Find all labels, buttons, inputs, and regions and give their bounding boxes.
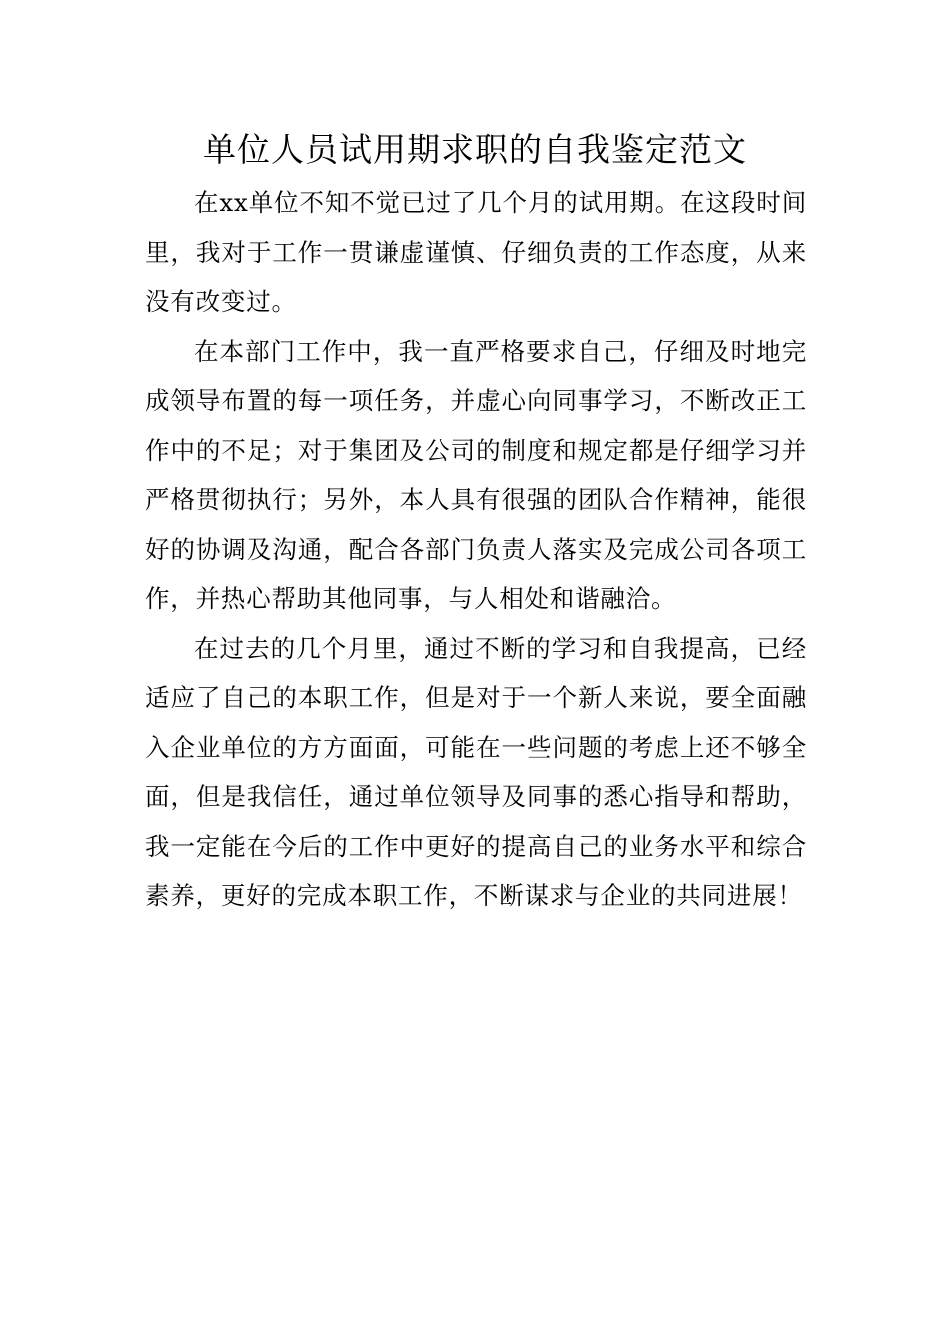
document-body	[145, 178, 807, 921]
document-title: 单位人员试用期求职的自我鉴定范文	[203, 130, 747, 169]
paragraph-2: 在本部门工作中，我一直严格要求自己，仔细及时地完成领导布置的每一项任务，并虚心向同事学习，不断改正工作中的不足；对于集团及公司的制度和规定都是仔细学习并严格贯彻执行；另外，本人具有很强的团队合作精神，能很好的协调及沟通，配合各部门负责人落实及完成公司各项工作，并热心帮助其他同事，与人相处和谐融洽。	[145, 336, 807, 613]
paragraph-1: 在xx单位不知不觉已过了几个月的试用期。在这段时间里，我对于工作一贯谦虚谨慎、仔细负责的工作态度，从来没有改变过。	[145, 188, 807, 316]
paragraph-3: 在过去的几个月里，通过不断的学习和自我提高，已经适应了自己的本职工作，但是对于一个新人来说，要全面融入企业单位的方方面面，可能在一些问题的考虑上还不够全面，但是我信任，通过单位领导及同事的悉心指导和帮助，我一定能在今后的工作中更好的提高自己的业务水平和综合素养，更好的完成本职工作，不断谋求与企业的共同进展！	[145, 633, 807, 910]
